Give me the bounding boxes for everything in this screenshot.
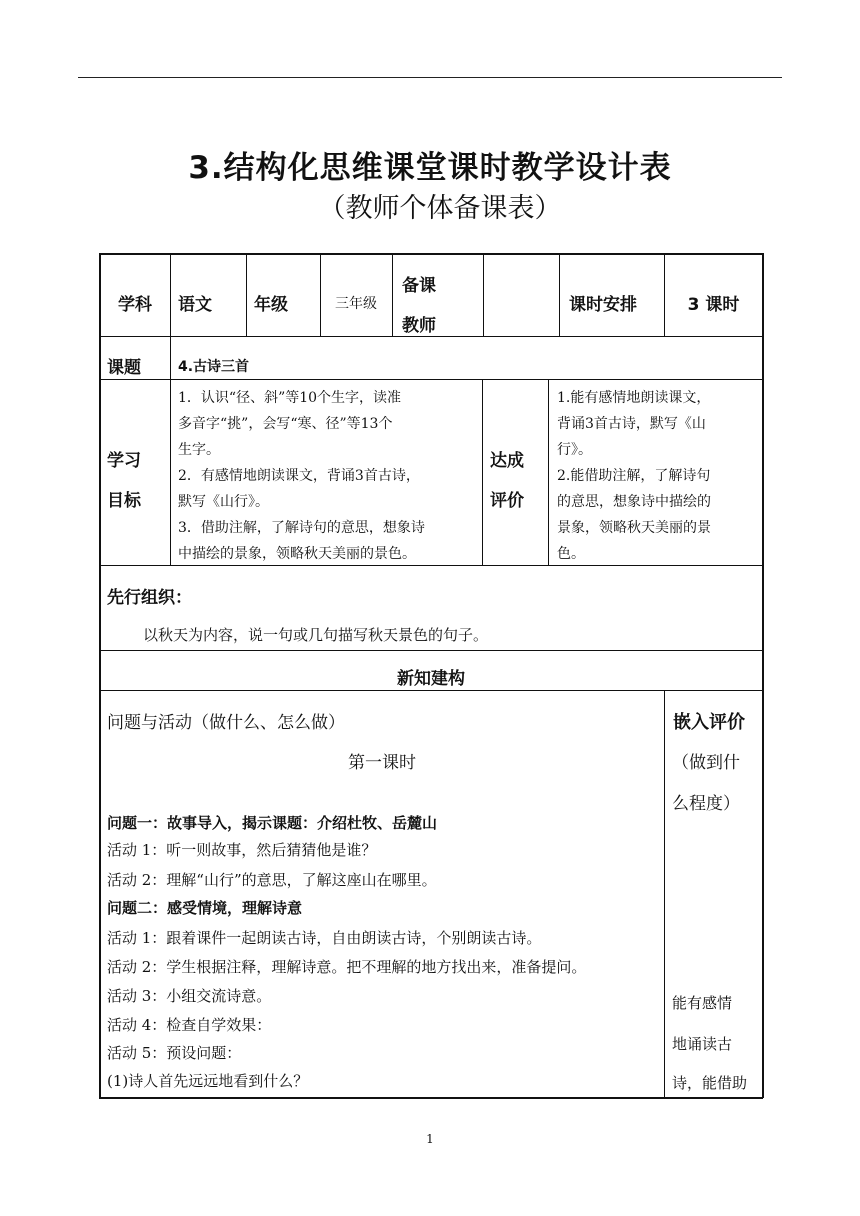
header-rule	[78, 77, 782, 78]
goal-line: 3．借助注解，了解诗句的意思，想象诗	[178, 520, 425, 536]
embedded-eval-header: 嵌入评价	[673, 712, 745, 733]
goal-line: 2．有感情地朗读课文，背诵3首古诗，	[178, 468, 420, 484]
teacher-label-line2: 教师	[402, 316, 436, 336]
new-knowledge-heading: 新知建构	[397, 669, 465, 689]
embedded-eval-line: 诗，能借助	[672, 1074, 748, 1092]
activities-header: 问题与活动（做什么、怎么做）	[107, 713, 345, 733]
subject-value: 语文	[178, 295, 212, 315]
goal-line: 1．认识“径、斜”等10个生字，读准	[178, 390, 402, 406]
teacher-label-line1: 备课	[402, 276, 436, 296]
activity-item: 活动 2：学生根据注释，理解诗意。把不理解的地方找出来，准备提问。	[107, 958, 587, 976]
eval-line: 2.能借助注解，了解诗句	[557, 468, 711, 484]
activity-item: (1)诗人首先远远地看到什么？	[107, 1072, 309, 1090]
subject-label: 学科	[118, 295, 152, 315]
goal-line: 多音字“挑”，会写“寒、径”等13个	[178, 416, 393, 432]
goal-line: 默写《山行》。	[178, 494, 269, 510]
eval-label-line2: 评价	[490, 491, 524, 511]
embedded-eval-sub-line1: （做到什	[672, 753, 740, 773]
lesson-title: 第一课时	[348, 753, 416, 773]
hours-label: 课时安排	[569, 295, 637, 315]
goals-list	[178, 385, 480, 567]
eval-line: 1.能有感情地朗读课文，	[557, 390, 711, 406]
goal-line: 生字。	[178, 442, 220, 458]
embedded-eval-sub-line2: 么程度）	[672, 794, 740, 814]
activity-item: 活动 5：预设问题：	[107, 1044, 242, 1062]
advance-organizer-text: 以秋天为内容，说一句或几句描写秋天景色的句子。	[143, 626, 489, 644]
eval-label-line1: 达成	[490, 451, 524, 471]
hours-value: 3 课时	[687, 295, 740, 315]
grade-label: 年级	[254, 295, 288, 315]
eval-line: 色。	[557, 546, 585, 562]
embedded-eval-line: 地诵读古	[672, 1035, 733, 1053]
goals-label-line1: 学习	[107, 451, 141, 471]
eval-line: 行》。	[557, 442, 592, 458]
topic-value: 4.古诗三首	[178, 359, 250, 375]
eval-line: 的意思，想象诗中描绘的	[557, 494, 711, 510]
activity-item: 活动 1：跟着课件一起朗读古诗，自由朗读古诗，个别朗读古诗。	[107, 929, 542, 947]
goal-line: 中描绘的景象，领略秋天美丽的景色。	[178, 546, 416, 562]
eval-line: 背诵3首古诗，默写《山	[557, 416, 706, 432]
activity-item: 活动 4：检查自学效果：	[107, 1016, 272, 1034]
page-number: 1	[426, 1132, 434, 1146]
eval-list	[557, 385, 761, 567]
embedded-eval-line: 能有感情	[672, 994, 733, 1012]
advance-organizer-label: 先行组织：	[107, 588, 192, 608]
activity-item: 活动 1：听一则故事，然后猜猜他是谁？	[107, 841, 377, 859]
activity-item: 活动 2：理解“山行”的意思，了解这座山在哪里。	[107, 871, 437, 889]
grade-value: 三年级	[335, 296, 377, 312]
document-title: 3.结构化思维课堂课时教学设计表	[188, 150, 672, 186]
question-item: 问题二：感受情境，理解诗意	[107, 899, 303, 917]
activity-item: 活动 3：小组交流诗意。	[107, 987, 272, 1005]
question-item: 问题一：故事导入，揭示课题：介绍杜牧、岳麓山	[107, 814, 438, 832]
eval-line: 景象，领略秋天美丽的景	[557, 520, 711, 536]
topic-label: 课题	[107, 358, 141, 378]
goals-label-line2: 目标	[107, 491, 141, 511]
document-subtitle: （教师个体备课表）	[318, 193, 562, 224]
